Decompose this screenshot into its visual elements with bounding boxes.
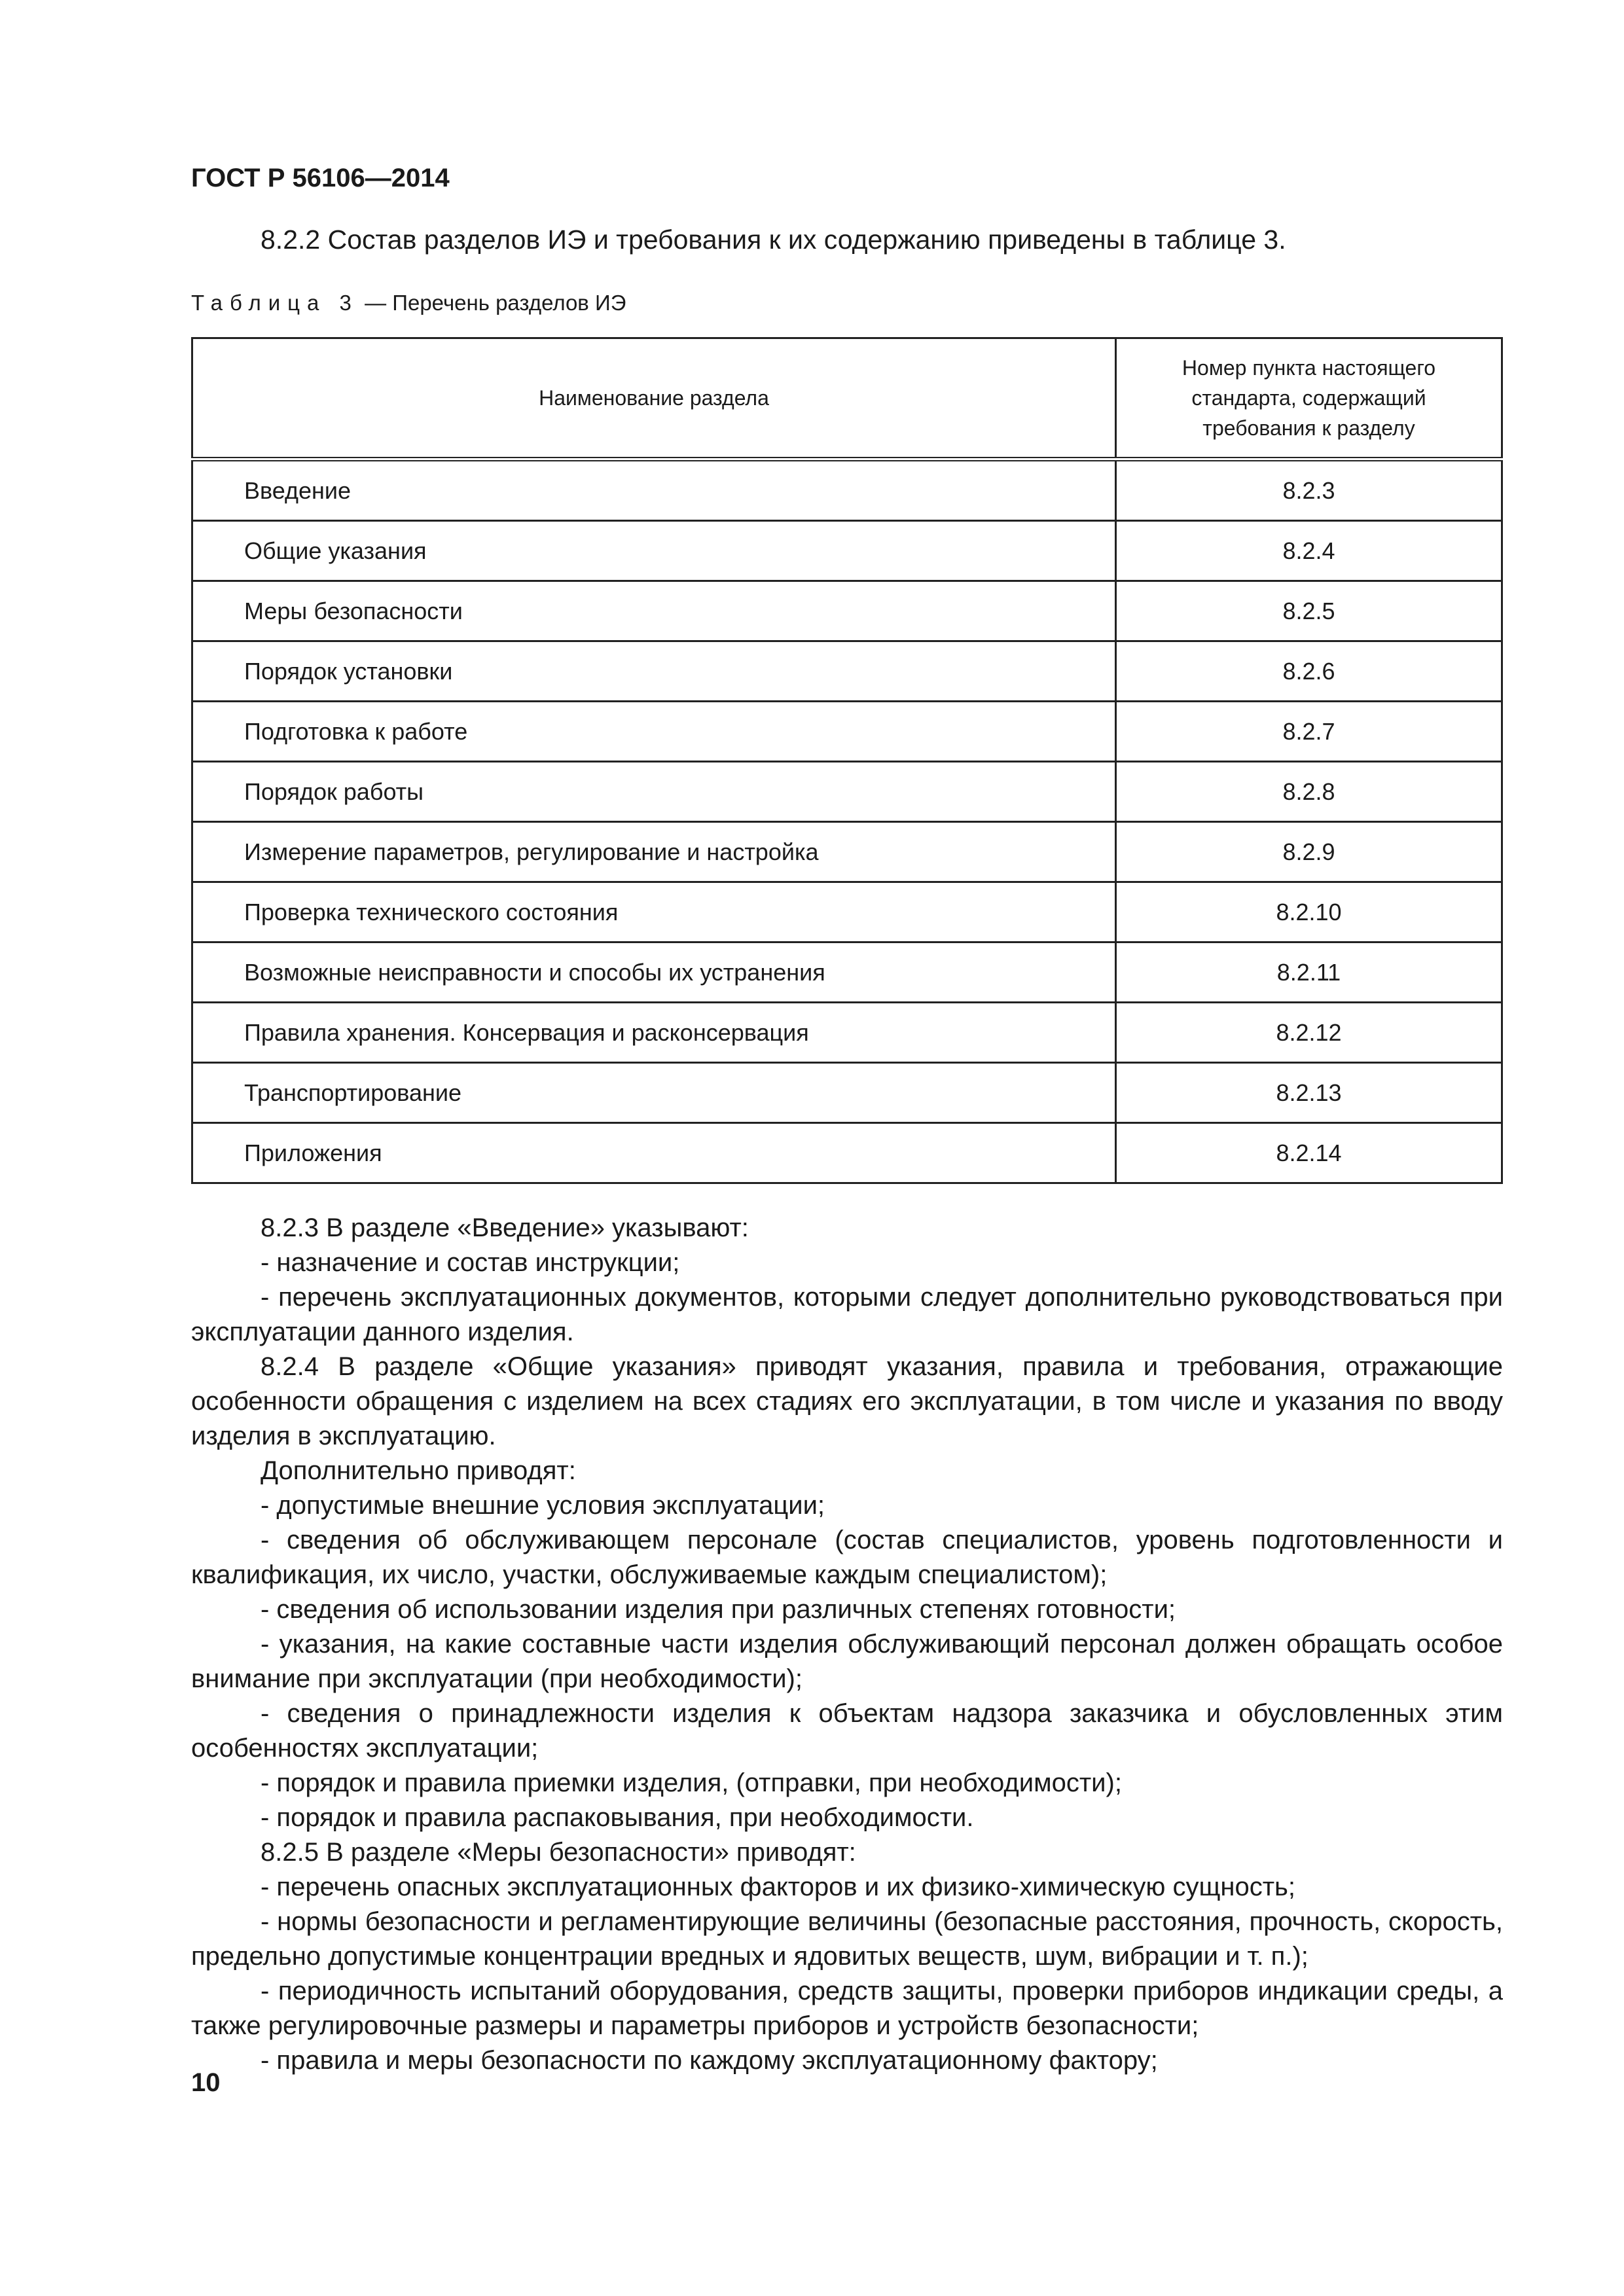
clause-number: 8.2.6 [1116, 641, 1502, 702]
paragraph: 8.2.4 В разделе «Общие указания» приводят указания, правила и требования, отражающие особенности обращения с изделием на всех стадиях его эксплуатации, в том числе и указания по вводу изделия в эксплуатацию. [191, 1352, 1503, 1450]
column-header-clause-number [1116, 338, 1502, 459]
clause-number: 8.2.12 [1116, 1003, 1502, 1063]
paragraph: - перечень эксплуатационных документов, которыми следует дополнительно руководствоваться при эксплуатации данного изделия. [191, 1283, 1503, 1346]
paragraph: - правила и меры безопасности по каждому эксплуатационному фактору; [261, 2046, 1158, 2075]
paragraph: - перечень опасных эксплуатационных факторов и их физико-химическую сущность; [261, 1873, 1295, 1901]
clause-number: 8.2.5 [1116, 581, 1502, 641]
sections-table [191, 337, 1503, 1184]
table-row [192, 822, 1502, 882]
section-name: Приложения [192, 1123, 1116, 1183]
paragraph: - периодичность испытаний оборудования, средств защиты, проверки приборов индикации среды, а также регулировочные размеры и параметры приборов и устройств безопасности; [191, 1977, 1503, 2040]
table-row [192, 581, 1502, 641]
paragraph: Дополнительно приводят: [261, 1456, 576, 1485]
table-row [192, 702, 1502, 762]
table-row [192, 521, 1502, 581]
clause-number: 8.2.11 [1116, 942, 1502, 1003]
section-name: Введение [192, 459, 1116, 521]
section-name: Правила хранения. Консервация и расконсервация [192, 1003, 1116, 1063]
page-number: 10 [191, 2068, 221, 2097]
table-row [192, 1003, 1502, 1063]
paragraph: - назначение и состав инструкции; [261, 1248, 680, 1277]
table-row [192, 1063, 1502, 1123]
paragraph: - порядок и правила распаковывания, при необходимости. [261, 1803, 974, 1832]
paragraph: - допустимые внешние условия эксплуатации; [261, 1491, 825, 1520]
intro-paragraph: 8.2.2 Состав разделов ИЭ и требования к их содержанию приведены в таблице 3. [261, 224, 1286, 255]
paragraph: - указания, на какие составные части изделия обслуживающий персонал должен обращать особое внимание при эксплуатации (при необходимости); [191, 1630, 1503, 1693]
section-name: Порядок работы [192, 762, 1116, 822]
clause-number: 8.2.14 [1116, 1123, 1502, 1183]
clause-number: 8.2.9 [1116, 822, 1502, 882]
clause-number: 8.2.7 [1116, 702, 1502, 762]
table-row [192, 762, 1502, 822]
clause-number: 8.2.10 [1116, 882, 1502, 942]
clause-number: 8.2.8 [1116, 762, 1502, 822]
table-header-row [192, 338, 1502, 459]
table-caption-title: — Перечень разделов ИЭ [358, 291, 626, 315]
section-name: Проверка технического состояния [192, 882, 1116, 942]
body-text [191, 1211, 1503, 2078]
table-row [192, 942, 1502, 1003]
section-name: Меры безопасности [192, 581, 1116, 641]
paragraph: - сведения об обслуживающем персонале (состав специалистов, уровень подготовленности и квалификация, их число, участки, обслуживаемые каждым специалистом); [191, 1526, 1503, 1589]
clause-number: 8.2.3 [1116, 459, 1502, 521]
table-caption-label: Таблица 3 [191, 291, 359, 315]
clause-number: 8.2.13 [1116, 1063, 1502, 1123]
table-row [192, 882, 1502, 942]
section-name: Порядок установки [192, 641, 1116, 702]
paragraph: - сведения об использовании изделия при различных степенях готовности; [261, 1595, 1176, 1624]
table-row [192, 1123, 1502, 1183]
section-name: Измерение параметров, регулирование и настройка [192, 822, 1116, 882]
table-caption [191, 291, 626, 315]
section-name: Подготовка к работе [192, 702, 1116, 762]
paragraph: 8.2.5 В разделе «Меры безопасности» приводят: [261, 1838, 856, 1867]
clause-number: 8.2.4 [1116, 521, 1502, 581]
document-code: ГОСТ Р 56106—2014 [191, 164, 450, 192]
column-header-section-name: Наименование раздела [192, 338, 1116, 459]
section-name: Транспортирование [192, 1063, 1116, 1123]
paragraph: - нормы безопасности и регламентирующие величины (безопасные расстояния, прочность, скорость, предельно допустимые концентрации вредных и ядовитых веществ, шум, вибрации и т. п.); [191, 1907, 1503, 1971]
table-row [192, 641, 1502, 702]
paragraph: 8.2.3 В разделе «Введение» указывают: [261, 1213, 749, 1242]
table-row [192, 459, 1502, 521]
section-name: Общие указания [192, 521, 1116, 581]
paragraph: - сведения о принадлежности изделия к объектам надзора заказчика и обусловленных этим особенностях эксплуатации; [191, 1699, 1503, 1763]
section-name: Возможные неисправности и способы их устранения [192, 942, 1116, 1003]
column-header-clause-text: Номер пункта настоящего стандарта, содержащий требования к разделу [1182, 356, 1436, 440]
paragraph: - порядок и правила приемки изделия, (отправки, при необходимости); [261, 1768, 1122, 1797]
